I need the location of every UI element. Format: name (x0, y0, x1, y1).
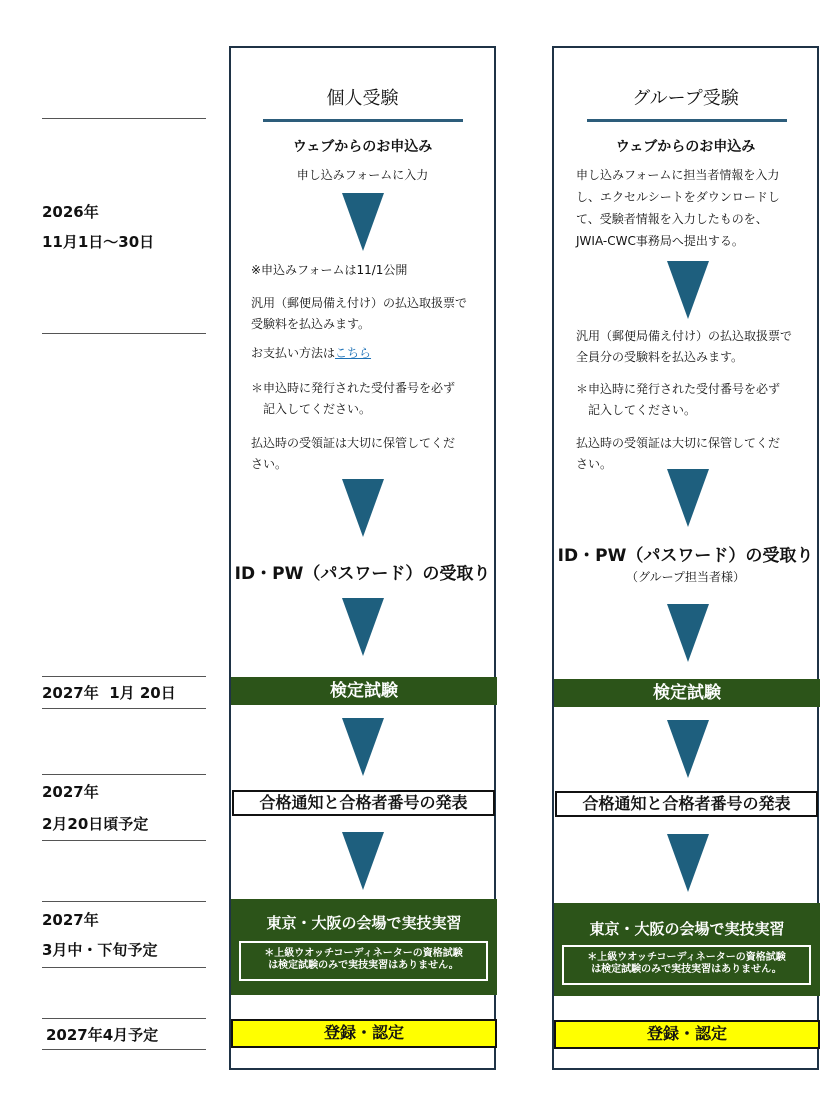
timeline-result-date: 2月20日頃予定 (42, 815, 149, 833)
down-arrow-icon (667, 834, 709, 892)
individual-exam-band (231, 677, 497, 705)
individual-title: 個人受験 (326, 88, 399, 109)
group-exam-band (554, 679, 820, 707)
group-receipt-note-2: 記入してください。 (576, 403, 697, 417)
timeline-divider (42, 840, 206, 841)
group-pay-text-1: 汎用（郵便局備え付け）の払込取扱票で (576, 329, 793, 343)
timeline-apply-year: 2026年 (42, 203, 99, 221)
individual-keep-note-1: 払込時の受領証は大切に保管してくだ (251, 436, 456, 450)
individual-pay-method-prefix: お支払い方法は (251, 346, 336, 360)
timeline-divider (42, 333, 206, 334)
down-arrow-icon (667, 604, 709, 662)
individual-pay-text-2: 受験料を払込みます。 (251, 317, 371, 331)
individual-receipt-note-2: 記入してください。 (251, 402, 372, 416)
group-apply-heading: ウェブからのお申込み (615, 139, 756, 155)
timeline-divider (42, 901, 206, 902)
individual-receipt-note-1: ＊申込時に発行された受付番号を必ず (251, 381, 456, 395)
down-arrow-icon (667, 261, 709, 319)
individual-apply-heading: ウェブからのお申込み (292, 139, 433, 155)
timeline-exam-date: 2027年 1月 20日 (42, 684, 176, 702)
timeline-divider (42, 774, 206, 775)
timeline-register-date: 2027年4月予定 (46, 1026, 159, 1044)
group-practice-note-line-2: は検定試験のみで実技実習はありません。 (591, 964, 782, 975)
timeline-divider (42, 1018, 206, 1019)
payment-method-link[interactable]: こちら (335, 346, 372, 360)
individual-idpw: ID・PW（パスワード）の受取り (234, 564, 491, 584)
timeline-result-year: 2027年 (42, 783, 99, 801)
individual-practice-note-line-2: は検定試験のみで実技実習はありません。 (268, 960, 459, 971)
individual-practice-note-line-1: ＊上級ウオッチコーディネーターの資格試験 (264, 948, 463, 959)
individual-practice-band (231, 899, 497, 995)
individual-form-note: ※申込みフォームは11/1公開 (251, 263, 408, 277)
individual-result-box: 合格通知と合格者番号の発表 (232, 790, 495, 816)
group-register-band: 登録・認定 (554, 1020, 820, 1049)
timeline-divider (42, 967, 206, 968)
down-arrow-icon (342, 832, 384, 890)
group-pay-text-2: 全員分の受験料を払込みます。 (576, 350, 744, 364)
individual-title-rule (263, 119, 463, 122)
group-keep-note-1: 払込時の受領証は大切に保管してくだ (576, 436, 781, 450)
group-title-rule (587, 119, 787, 122)
individual-register-band: 登録・認定 (231, 1019, 497, 1048)
group-apply-desc-1: 申し込みフォームに担当者情報を入力 (576, 168, 780, 182)
group-practice-band (554, 903, 820, 996)
group-idpw-sub: （グループ担当者様） (625, 570, 746, 584)
timeline-practice-date: 3月中・下旬予定 (42, 941, 158, 959)
individual-exam-label: 検定試験 (330, 681, 398, 701)
down-arrow-icon (342, 598, 384, 656)
timeline-divider (42, 1049, 206, 1050)
down-arrow-icon (342, 193, 384, 251)
group-idpw: ID・PW（パスワード）の受取り (557, 546, 814, 566)
timeline-practice-year: 2027年 (42, 911, 99, 929)
down-arrow-icon (342, 479, 384, 537)
individual-pay-text-1: 汎用（郵便局備え付け）の払込取扱票で (251, 296, 468, 310)
individual-keep-note-2: さい。 (251, 457, 288, 471)
group-apply-desc-3: て、受験者情報を入力したものを、 (576, 212, 768, 226)
group-practice-note-line-1: ＊上級ウオッチコーディネーターの資格試験 (587, 952, 786, 963)
individual-practice-note (239, 941, 488, 981)
individual-practice-label: 東京・大阪の会場で実技実習 (266, 914, 462, 932)
group-practice-label: 東京・大阪の会場で実技実習 (589, 920, 785, 938)
timeline-apply-period: 11月1日～30日 (42, 233, 155, 251)
group-apply-desc-2: し、エクセルシートをダウンロードし (576, 190, 780, 204)
group-practice-note (562, 945, 811, 985)
group-keep-note-2: さい。 (576, 457, 613, 471)
down-arrow-icon (667, 469, 709, 527)
group-exam-label: 検定試験 (653, 683, 721, 703)
group-result-box: 合格通知と合格者番号の発表 (555, 791, 818, 817)
down-arrow-icon (667, 720, 709, 778)
group-receipt-note-1: ＊申込時に発行された受付番号を必ず (576, 382, 781, 396)
individual-apply-sub: 申し込みフォームに入力 (296, 168, 429, 182)
timeline-divider (42, 708, 206, 709)
individual-pay-method (251, 342, 371, 364)
down-arrow-icon (342, 718, 384, 776)
timeline-divider (42, 118, 206, 119)
timeline-divider (42, 676, 206, 677)
group-title: グループ受験 (632, 88, 739, 109)
group-apply-desc-4: JWIA-CWC事務局へ提出する。 (576, 234, 744, 248)
